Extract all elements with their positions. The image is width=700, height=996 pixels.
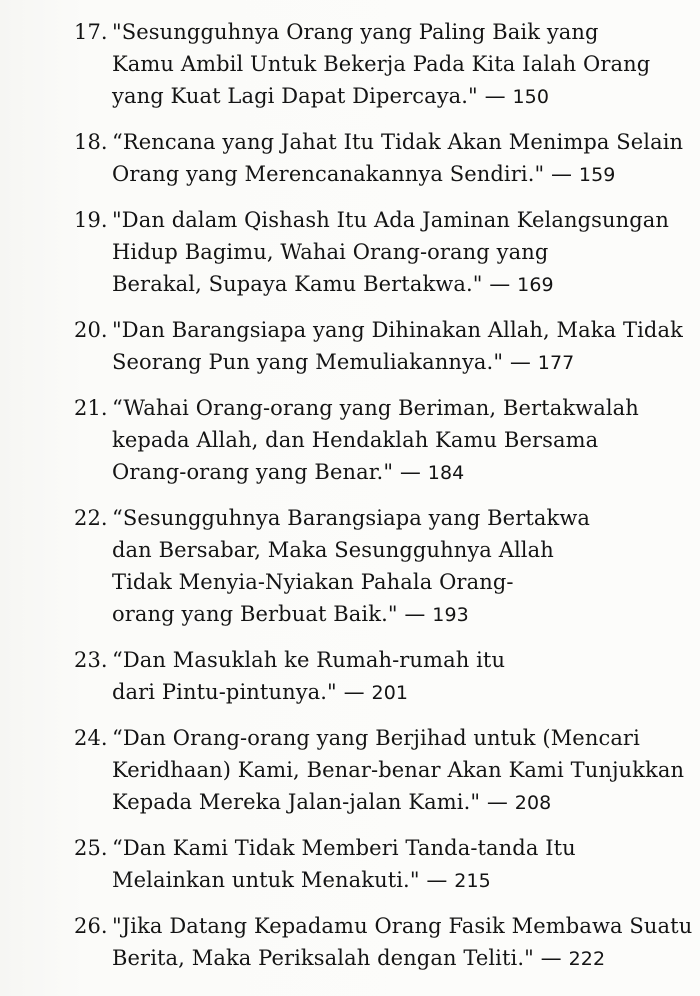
entry-title [112, 314, 683, 379]
entry-number: 26. [74, 914, 108, 938]
title-line-last [112, 80, 666, 113]
page-number: 150 [512, 86, 550, 108]
page-number: 184 [427, 462, 465, 484]
page-number: 215 [454, 870, 491, 892]
entry-title [112, 644, 666, 709]
title-line-text: Kepada Mereka Jalan-jalan Kami." [112, 790, 481, 814]
entry-title [112, 204, 670, 301]
title-line-text: Berakal, Supaya Kamu Bertakwa." [112, 272, 483, 296]
entry-title [112, 502, 666, 631]
toc-entry-22 [74, 502, 666, 631]
title-line: "Dan dalam Qishash Itu Ada Jaminan Kelangsungan [112, 208, 670, 232]
title-line-last [112, 456, 666, 489]
title-line: dan Bersabar, Maka Sesungguhnya Allah [112, 538, 554, 562]
title-line: kepada Allah, dan Hendaklah Kamu Bersama [112, 428, 599, 452]
title-line-text: Orang-orang yang Benar." [112, 460, 394, 484]
title-line: “Wahai Orang-orang yang Beriman, Bertakwalah [112, 396, 639, 420]
entry-number: 17. [74, 20, 108, 44]
em-dash: — [399, 460, 421, 484]
entry-title [112, 126, 684, 191]
em-dash: — [540, 946, 562, 970]
entry-title [112, 392, 666, 489]
toc-entry-17 [74, 16, 666, 113]
title-line-text: Seorang Pun yang Memuliakannya." [112, 350, 504, 374]
title-line-last [112, 158, 666, 191]
page-number: 193 [432, 604, 469, 626]
title-line: "Sesungguhnya Orang yang Paling Baik yang [112, 20, 599, 44]
title-line-last [112, 786, 666, 819]
title-line-last [112, 346, 666, 379]
entry-title [112, 910, 693, 975]
em-dash: — [486, 790, 508, 814]
toc-entry-23 [74, 644, 666, 709]
em-dash: — [343, 680, 365, 704]
entry-number: 21. [74, 396, 108, 420]
entry-number: 20. [74, 318, 108, 342]
em-dash: — [484, 84, 506, 108]
title-line-text: Melainkan untuk Menakuti." [112, 868, 420, 892]
toc-entry-25 [74, 832, 666, 897]
toc-entry-18 [74, 126, 684, 191]
page-number: 177 [537, 352, 575, 374]
entry-number: 18. [74, 130, 108, 154]
entry-number: 25. [74, 836, 108, 860]
title-line-last [112, 942, 666, 975]
entry-number: 24. [74, 726, 108, 750]
title-line: Keridhaan) Kami, Benar-benar Akan Kami Tunjukkan [112, 758, 685, 782]
title-line: “Rencana yang Jahat Itu Tidak Akan Menimpa Selain [112, 130, 684, 154]
page-number: 169 [517, 274, 554, 296]
toc-entry-26 [74, 910, 693, 975]
title-line-text: Orang yang Merencanakannya Sendiri." [112, 162, 545, 186]
title-line: Hidup Bagimu, Wahai Orang-orang yang [112, 240, 549, 264]
title-line: “Dan Orang-orang yang Berjihad untuk (Mencari [112, 726, 640, 750]
toc-entry-19 [74, 204, 670, 301]
em-dash: — [404, 602, 426, 626]
entry-title [112, 722, 685, 819]
page-number: 201 [371, 682, 409, 704]
title-line-text: Berita, Maka Periksalah dengan Teliti." [112, 946, 534, 970]
entry-title [112, 832, 666, 897]
entry-number: 22. [74, 506, 108, 530]
entry-number: 23. [74, 648, 108, 672]
title-line-last [112, 598, 666, 631]
em-dash: — [509, 350, 531, 374]
title-line-text: dari Pintu-pintunya." [112, 680, 337, 704]
title-line: Kamu Ambil Untuk Bekerja Pada Kita Ialah Orang [112, 52, 651, 76]
page-number: 159 [578, 164, 616, 186]
title-line-text: orang yang Berbuat Baik." [112, 602, 398, 626]
title-line: “Dan Kami Tidak Memberi Tanda-tanda Itu [112, 836, 576, 860]
page-number: 222 [568, 948, 606, 970]
page-number: 208 [514, 792, 552, 814]
toc-entry-20 [74, 314, 683, 379]
title-line: “Dan Masuklah ke Rumah-rumah itu [112, 648, 506, 672]
toc-entry-21 [74, 392, 666, 489]
toc-entry-24 [74, 722, 685, 819]
title-line: "Jika Datang Kepadamu Orang Fasik Membawa Suatu [112, 914, 693, 938]
em-dash: — [551, 162, 573, 186]
table-of-contents [74, 16, 693, 975]
entry-title [112, 16, 666, 113]
title-line: "Dan Barangsiapa yang Dihinakan Allah, Maka Tidak [112, 318, 683, 342]
title-line-last [112, 268, 666, 301]
title-line-text: yang Kuat Lagi Dapat Dipercaya." [112, 84, 478, 108]
em-dash: — [426, 868, 448, 892]
title-line-last [112, 864, 666, 897]
title-line: “Sesungguhnya Barangsiapa yang Bertakwa [112, 506, 591, 530]
title-line-last [112, 676, 666, 709]
entry-number: 19. [74, 208, 108, 232]
title-line: Tidak Menyia-Nyiakan Pahala Orang- [112, 570, 514, 594]
em-dash: — [489, 272, 511, 296]
